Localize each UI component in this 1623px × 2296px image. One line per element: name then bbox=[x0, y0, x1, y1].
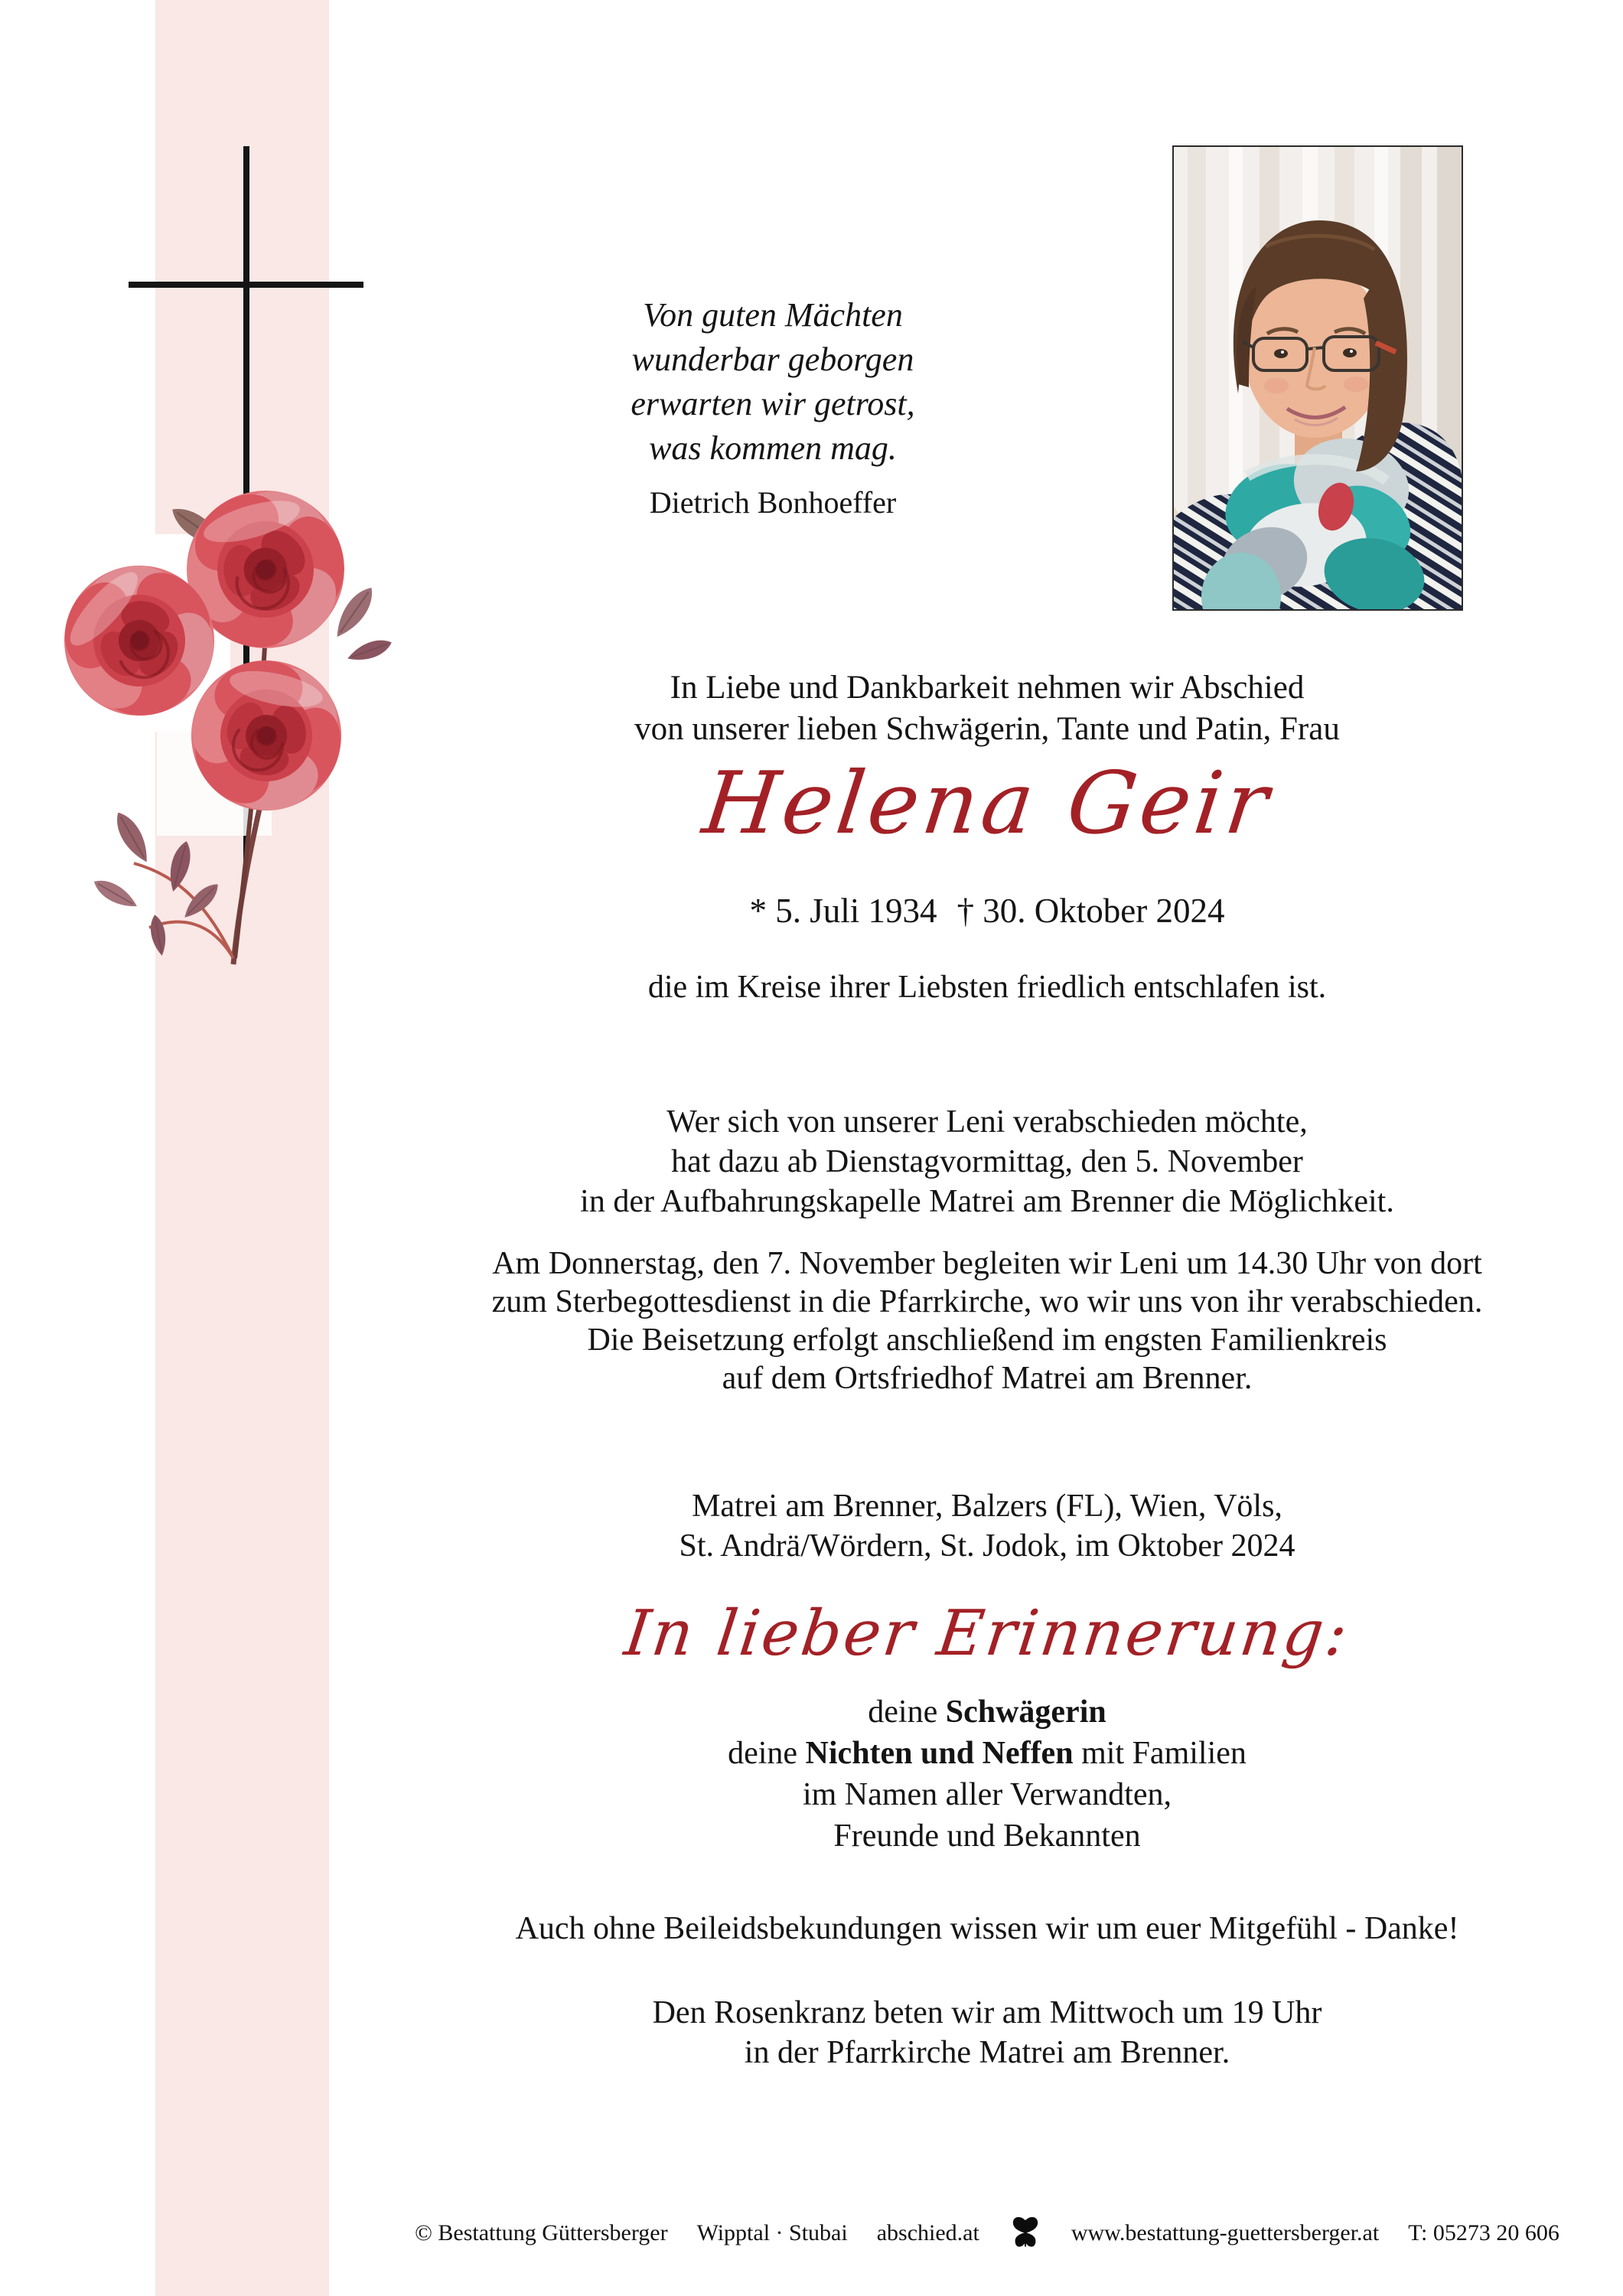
quote-line: erwarten wir getrost, bbox=[631, 385, 915, 422]
family-line: im Namen aller Verwandten, bbox=[802, 1777, 1172, 1812]
funeral-paragraph bbox=[352, 1244, 1622, 1397]
death-date: † 30. Oktober 2024 bbox=[957, 892, 1225, 930]
viewing-line: in der Aufbahrungskapelle Matrei am Brenner die Möglichkeit. bbox=[580, 1184, 1394, 1219]
deceased-name-text: Helena Geir bbox=[697, 754, 1277, 853]
intro-line: In Liebe und Dankbarkeit nehmen wir Abschied bbox=[670, 670, 1305, 706]
intro-text bbox=[352, 667, 1622, 750]
quote-line: Von guten Mächten bbox=[643, 296, 903, 334]
rosary-line: in der Pfarrkirche Matrei am Brenner. bbox=[744, 2035, 1230, 2070]
quote-author: Dietrich Bonhoeffer bbox=[649, 485, 897, 520]
memorial-heading bbox=[352, 1596, 1622, 1671]
family-list bbox=[352, 1691, 1622, 1857]
butterfly-icon bbox=[1009, 2213, 1042, 2253]
funeral-line: auf dem Ortsfriedhof Matrei am Brenner. bbox=[722, 1361, 1253, 1396]
memorial-heading-text: In lieber Erinnerung: bbox=[621, 1597, 1354, 1670]
family-line: deine Schwägerin bbox=[868, 1694, 1106, 1730]
roses-illustration bbox=[42, 468, 394, 981]
passing-line: die im Kreise ihrer Liebsten friedlich entschlafen ist. bbox=[647, 970, 1327, 1005]
funeral-line: Die Beisetzung erfolgt anschließend im engsten Familienkreis bbox=[587, 1322, 1387, 1358]
places-line-1: Matrei am Brenner, Balzers (FL), Wien, Völs, bbox=[692, 1489, 1282, 1524]
viewing-paragraph bbox=[352, 1102, 1622, 1221]
rosary-paragraph bbox=[352, 1993, 1622, 2073]
footer-region: Wipptal · Stubai bbox=[696, 2220, 848, 2245]
life-dates bbox=[352, 891, 1622, 931]
memorial-cross-icon bbox=[129, 282, 363, 288]
places-line bbox=[352, 1486, 1622, 1566]
footer bbox=[352, 2213, 1622, 2253]
footer-phone: T: 05273 20 606 bbox=[1408, 2220, 1559, 2245]
birth-date: * 5. Juli 1934 bbox=[749, 892, 937, 930]
condolence-note: Auch ohne Beileidsbekundungen wissen wir um euer Mitgefühl - Danke! bbox=[515, 1911, 1459, 1946]
rosary-line: Den Rosenkranz beten wir am Mittwoch um 19 Uhr bbox=[652, 1995, 1322, 2030]
quote-block bbox=[237, 293, 1309, 471]
quote-line: was kommen mag. bbox=[649, 429, 897, 467]
intro-line: von unserer lieben Schwägerin, Tante und Patin, Frau bbox=[634, 711, 1340, 747]
viewing-line: Wer sich von unserer Leni verabschieden möchte, bbox=[666, 1104, 1308, 1140]
footer-website-link[interactable]: www.bestattung-guettersberger.at bbox=[1071, 2220, 1380, 2245]
viewing-line: hat dazu ab Dienstagvormittag, den 5. November bbox=[671, 1144, 1303, 1179]
quote-line: wunderbar geborgen bbox=[631, 341, 914, 378]
footer-copyright: © Bestattung Güttersberger bbox=[415, 2220, 668, 2245]
family-line: deine Nichten und Neffen mit Familien bbox=[728, 1736, 1247, 1771]
places-line-2: St. Andrä/Wördern, St. Jodok, im Oktober 2024 bbox=[679, 1528, 1295, 1564]
deceased-name bbox=[352, 748, 1622, 861]
funeral-line: zum Sterbegottesdienst in die Pfarrkirche, wo wir uns von ihr verabschieden. bbox=[491, 1284, 1483, 1319]
funeral-line: Am Donnerstag, den 7. November begleiten wir Leni um 14.30 Uhr von dort bbox=[492, 1246, 1482, 1281]
footer-portal-link[interactable]: abschied.at bbox=[876, 2220, 979, 2245]
family-line: Freunde und Bekannten bbox=[833, 1818, 1141, 1854]
